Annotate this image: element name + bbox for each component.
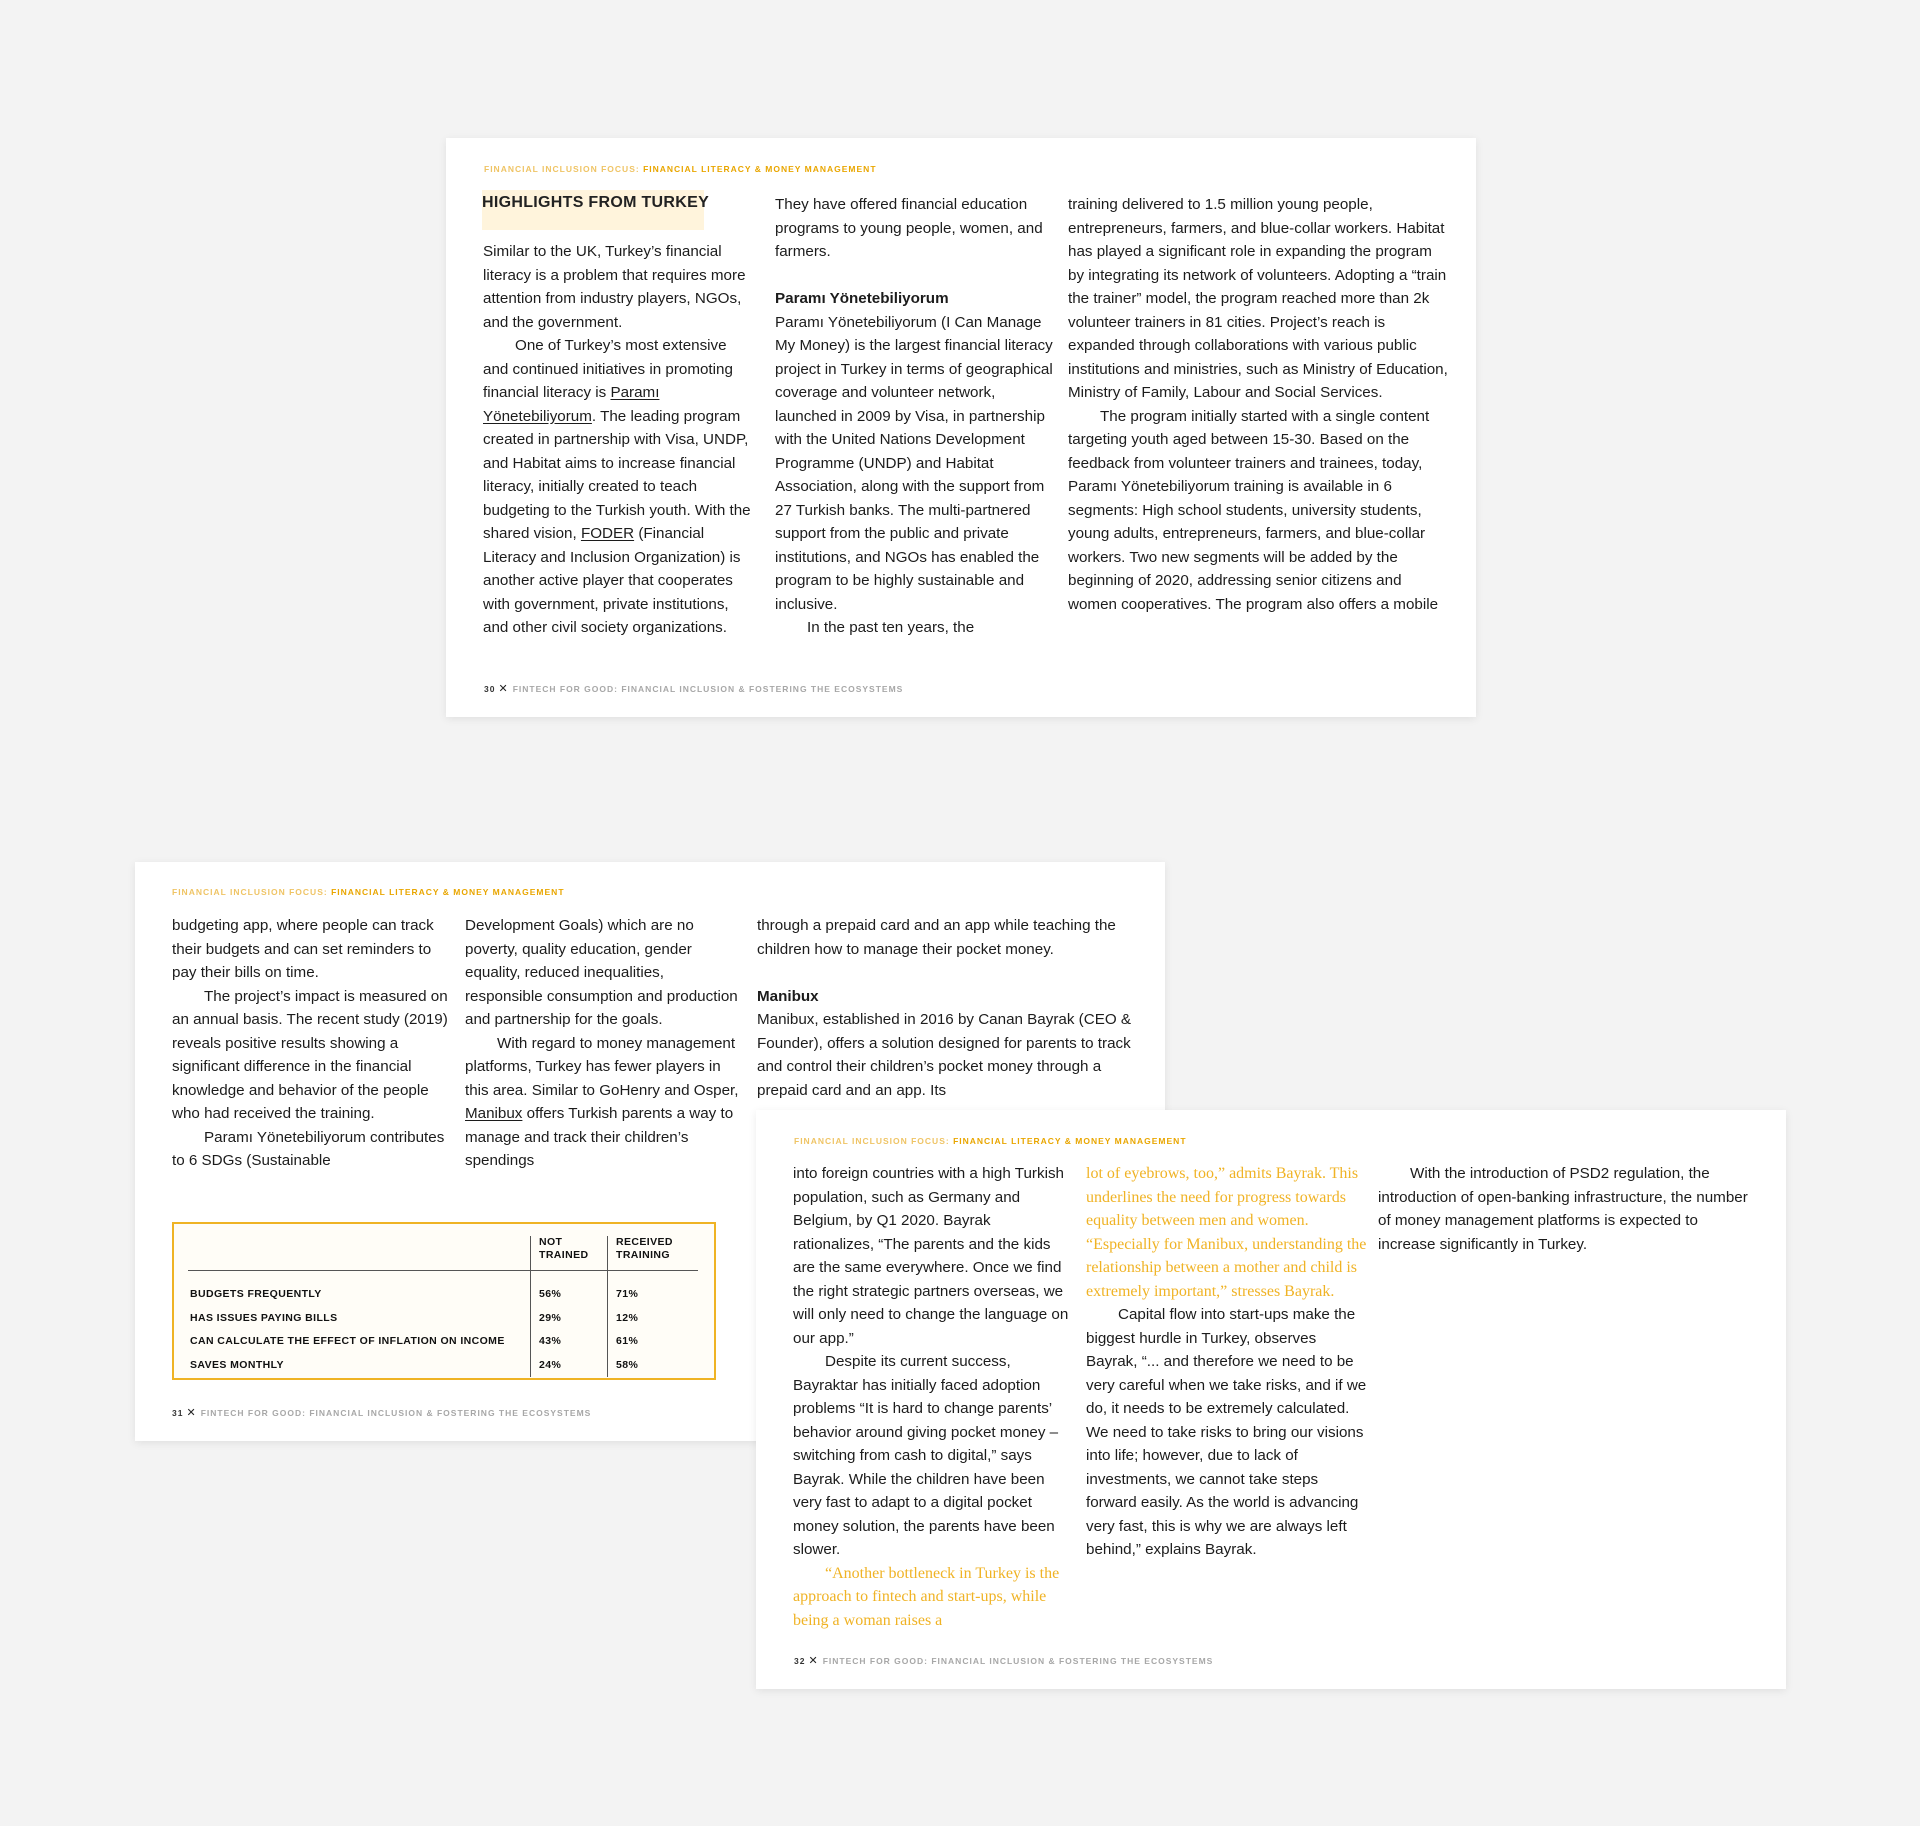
paragraph: With regard to money management platforms, Turkey has fewer players in this area. Similar to GoHenry and Osper, Manibux offers Turkish parents a way to manage and track their children’s spendings <box>465 1034 739 1169</box>
table-row: HAS ISSUES PAYING BILLS 29% 12% <box>188 1307 698 1331</box>
paragraph: through a prepaid card and an app while teaching the children how to manage their pocket money. <box>757 917 1116 958</box>
column-header-received-training: RECEIVED TRAINING <box>608 1236 699 1271</box>
page-number: 32 <box>794 1656 806 1666</box>
paragraph: budgeting app, where people can track their budgets and can set reminders to pay their bills on time. <box>172 917 434 981</box>
table-row: CAN CALCULATE THE EFFECT OF INFLATION ON INCOME 43% 61% <box>188 1330 698 1354</box>
paragraph: into foreign countries with a high Turkish population, such as Germany and Belgium, by Q1 2020. Bayrak rationalizes, “The parents and the kids are the same everywhere. Once we find the right strategic partners overseas, we will only need to change the language on our app.” <box>793 1165 1069 1347</box>
training-stats-table <box>172 1222 716 1380</box>
subheading: Paramı Yönetebiliyorum <box>775 290 949 307</box>
table-row: BUDGETS FREQUENTLY 56% 71% <box>188 1271 698 1307</box>
column-3 <box>1068 193 1448 616</box>
section-title: HIGHLIGHTS FROM TURKEY <box>482 190 704 230</box>
page-30 <box>446 138 1476 717</box>
stats-table <box>188 1236 698 1377</box>
close-mark-icon: ✕ <box>808 1655 819 1667</box>
pull-quote: lot of eyebrows, too,” admits Bayrak. This underlines the need for progress towards equality between men and women. “Especially for Manibux, understanding the relationship between a mother and child is extremely important,” stresses Bayrak. <box>1086 1165 1367 1300</box>
paragraph: training delivered to 1.5 million young people, entrepreneurs, farmers, and blue-collar workers. Habitat has played a significant role in expanding the program by integrating its network of volunteers. Adopting a “train the trainer” model, the program reached more than 2k volunteer trainers in 81 cities. Project’s reach is expanded through collaborations with various public institutions and ministries, such as Ministry of Education, Ministry of Family, Labour and Social Services. <box>1068 196 1448 401</box>
column-2 <box>465 914 741 1173</box>
paragraph: Development Goals) which are no poverty, quality education, gender equality, reduced inequalities, responsible consumption and production and partnership for the goals. <box>465 917 738 1028</box>
paragraph: Similar to the UK, Turkey’s financial literacy is a problem that requires more attention from industry players, NGOs, and the government. <box>483 243 746 331</box>
page-number: 31 <box>172 1408 184 1418</box>
link-manibux[interactable]: Manibux <box>465 1105 523 1122</box>
column-1 <box>793 1162 1071 1632</box>
page-kicker: FINANCIAL INCLUSION FOCUS: FINANCIAL LITERACY & MONEY MANAGEMENT <box>794 1136 1187 1146</box>
paragraph: In the past ten years, the <box>807 619 975 636</box>
page-kicker: FINANCIAL INCLUSION FOCUS: FINANCIAL LITERACY & MONEY MANAGEMENT <box>172 887 565 897</box>
paragraph: They have offered financial education programs to young people, women, and farmers. <box>775 196 1043 260</box>
paragraph: One of Turkey’s most extensive and continued initiatives in promoting financial literacy is Paramı Yönetebiliyorum. The leading program created in partnership with Visa, UNDP, and Habitat aims to increase financial literacy, initially created to teach budgeting to the Turkish youth. With the shared vision, FODER (Financial Literacy and Inclusion Organization) is another active player that cooperates with government, private institutions, and other civil society organizations. <box>483 337 751 636</box>
column-header-not-trained: NOT TRAINED <box>531 1236 608 1271</box>
column-2 <box>1086 1162 1368 1562</box>
subheading: Manibux <box>757 987 819 1005</box>
paragraph: The project’s impact is measured on an annual basis. The recent study (2019) reveals positive results showing a significant difference in the financial knowledge and behavior of the people who had received the training. <box>172 987 448 1122</box>
page-footer: 30 ✕ FINTECH FOR GOOD: FINANCIAL INCLUSION & FOSTERING THE ECOSYSTEMS <box>484 683 904 695</box>
page-footer: 31 ✕ FINTECH FOR GOOD: FINANCIAL INCLUSION & FOSTERING THE ECOSYSTEMS <box>172 1407 592 1419</box>
close-mark-icon: ✕ <box>186 1407 197 1419</box>
paragraph: With the introduction of PSD2 regulation, the introduction of open-banking infrastructure, the number of money management platforms is expected to increase significantly in Turkey. <box>1378 1165 1748 1253</box>
paragraph: Paramı Yönetebiliyorum contributes to 6 SDGs (Sustainable <box>172 1128 445 1169</box>
paragraph: Manibux, established in 2016 by Canan Bayrak (CEO & Founder), offers a solution designed for parents to track and control their children’s pocket money through a prepaid card and an app. Its <box>757 1011 1131 1099</box>
column-1 <box>483 240 755 640</box>
page-footer: 32 ✕ FINTECH FOR GOOD: FINANCIAL INCLUSION & FOSTERING THE ECOSYSTEMS <box>794 1655 1214 1667</box>
paragraph: Paramı Yönetebiliyorum (I Can Manage My Money) is the largest financial literacy project in Turkey in terms of geographical coverage and volunteer network, launched in 2009 by Visa, in partnership with the United Nations Development Programme (UNDP) and Habitat Association, along with the support from 27 Turkish banks. The multi-partnered support from the public and private institutions, and NGOs has enabled the program to be highly sustainable and inclusive. <box>775 313 1053 613</box>
paragraph: The program initially started with a single content targeting youth aged between 15-30. Based on the feedback from volunteer trainers and trainees, today, Paramı Yönetebiliyorum training is available in 6 segments: High school students, university students, young adults, entrepreneurs, farmers, and blue-collar workers. Two new segments will be added by the beginning of 2020, addressing senior citizens and women cooperatives. The program also offers a mobile <box>1068 407 1439 613</box>
pull-quote: “Another bottleneck in Turkey is the approach to fintech and start-ups, while being a woman raises a <box>793 1564 1060 1629</box>
page-number: 30 <box>484 684 496 694</box>
link-foder[interactable]: FODER <box>580 525 635 542</box>
page-32 <box>756 1110 1786 1689</box>
link-paramı-yonetebiliyorum[interactable]: Paramı Yönetebiliyorum <box>483 384 660 425</box>
column-3 <box>1378 1162 1758 1256</box>
paragraph: Despite its current success, Bayraktar has initially faced adoption problems “It is hard to change parents’ behavior around giving pocket money – switching from cash to digital,” says Bayrak. While the children have been very fast to adapt to a digital pocket money solution, the parents have been slower. <box>793 1353 1059 1558</box>
column-3 <box>757 914 1135 1102</box>
page-kicker: FINANCIAL INCLUSION FOCUS: FINANCIAL LITERACY & MONEY MANAGEMENT <box>484 164 877 174</box>
paragraph: Capital flow into start-ups make the biggest hurdle in Turkey, observes Bayrak, “... and therefore we need to be very careful when we take risks, and if we do, it needs to be extremely calculated. We need to take risks to bring our visions into life; however, due to lack of investments, we cannot take steps forward easily. As the world is advancing very fast, this is why we are always left behind,” explains Bayrak. <box>1086 1306 1367 1558</box>
table-row: SAVES MONTHLY 24% 58% <box>188 1354 698 1378</box>
close-mark-icon: ✕ <box>498 683 509 695</box>
column-1 <box>172 914 450 1173</box>
column-2 <box>775 193 1053 640</box>
